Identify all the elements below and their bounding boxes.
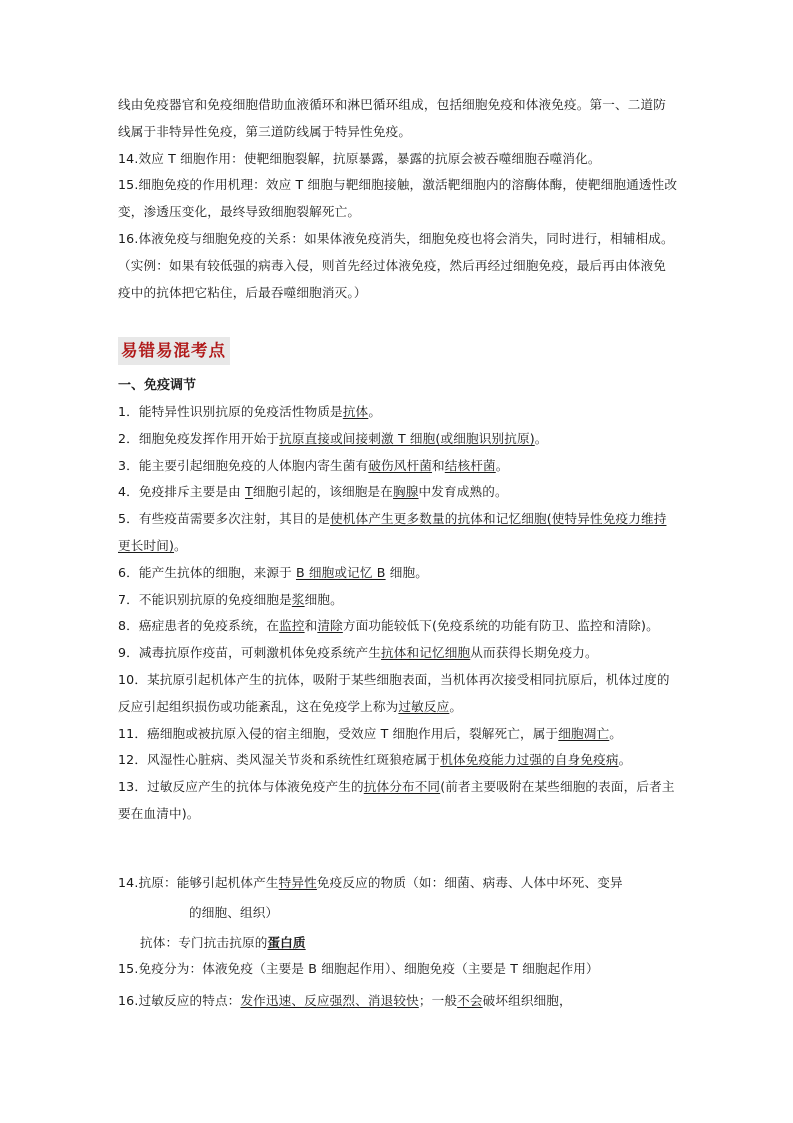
text-segment: 。 xyxy=(174,537,187,553)
underlined-answer: 机体免疫能力过强的自身免疫病 xyxy=(440,752,619,768)
list-item-i12 xyxy=(118,747,678,774)
items-list xyxy=(118,399,678,828)
list-item-i6 xyxy=(118,560,678,587)
text-segment: 。 xyxy=(449,698,463,714)
text-segment: 8．癌症患者的免疫系统，在 xyxy=(118,618,280,634)
text-segment: ；一般 xyxy=(418,993,458,1008)
list-item-i5 xyxy=(118,506,678,560)
list-item-i1 xyxy=(118,399,678,426)
text-segment: 从而获得长期免疫力。 xyxy=(470,645,598,661)
list-item-i2 xyxy=(118,426,678,453)
text-segment: 线由免疫器官和免疫细胞借助血液循环和淋巴循环组成，包括细胞免疫和体液免疫。第一、二道防线属于非特异性免疫，第三道防线属于特异性免疫。 xyxy=(118,97,666,139)
underlined-answer: 使机体产生更多数量的抗体和记忆细胞(使特异性免疫力维持更长时间) xyxy=(118,511,667,553)
underlined-answer: 细胞凋亡 xyxy=(558,725,610,741)
text-segment: 细胞。 xyxy=(385,564,428,580)
underlined-answer: 胸腺 xyxy=(393,484,419,500)
text-segment: 的细胞、组织） xyxy=(189,905,279,920)
underlined-answer: 清除 xyxy=(317,618,343,634)
text-segment: 12．风湿性心脏病、类风湿关节炎和系统性红斑狼疮属于 xyxy=(118,752,441,768)
item-16 xyxy=(118,988,572,1015)
underlined-answer: 浆 xyxy=(291,591,305,607)
text-segment: 1．能特异性识别抗原的免疫活性物质是 xyxy=(118,404,343,419)
text-segment: 4．免疫排斥主要是由 xyxy=(118,484,246,500)
antibody-line xyxy=(118,930,306,957)
text-segment: 14.抗原：能够引起机体产生 xyxy=(118,875,279,890)
text-segment: 。 xyxy=(368,404,382,419)
list-item-i13 xyxy=(118,774,678,828)
paragraph-p15 xyxy=(118,172,678,226)
text-segment: 细胞。 xyxy=(304,591,343,607)
text-segment: 7．不能识别抗原的免疫细胞是 xyxy=(118,591,292,607)
text-segment: 10．某抗原引起机体产生的抗体，吸附于某些细胞表面，当机体再次接受相同抗原后，机体过度的反应引起组织损伤或功能紊乱，这在免疫学上称为 xyxy=(118,671,670,714)
item-14-line-2 xyxy=(118,900,278,927)
text-segment: 5．有些疫苗需要多次注射，其目的是 xyxy=(118,511,331,527)
underlined-answer: 发作迅速、反应强烈、消退较快 xyxy=(240,993,419,1008)
underlined-answer: 蛋白质 xyxy=(267,935,306,950)
text-segment: 13．过敏反应产生的抗体与体液免疫产生的 xyxy=(118,779,364,795)
text-segment: 9．减毒抗原作疫苗，可刺激机体免疫系统产生 xyxy=(118,645,382,661)
item-14-line-1 xyxy=(118,870,688,897)
text-segment: 免疫反应的物质（如：细菌、病毒、人体中坏死、变异 xyxy=(316,875,623,890)
text-segment: 11．癌细胞或被抗原入侵的宿主细胞，受效应 T 细胞作用后，裂解死亡，属于 xyxy=(118,725,559,741)
underlined-answer: 特异性 xyxy=(278,875,317,890)
underlined-answer: 监控 xyxy=(279,618,305,634)
text-segment: 。 xyxy=(495,457,509,473)
text-segment: 6．能产生抗体的细胞，来源于 xyxy=(118,564,296,580)
list-item-i4 xyxy=(118,479,678,506)
underlined-answer: 抗体分布不同 xyxy=(363,779,441,795)
underlined-answer: 破伤风杆菌 xyxy=(368,457,433,473)
underlined-answer: 结核杆菌 xyxy=(444,457,496,473)
list-item-i11 xyxy=(118,721,678,748)
underlined-answer: 不会 xyxy=(457,993,483,1008)
subheading: 一、免疫调节 xyxy=(118,378,197,393)
section-title-wrap xyxy=(118,337,230,365)
list-item-i7 xyxy=(118,587,678,614)
text-segment: (前者主要吸附在某些细胞的表面，后者主要在血清中)。 xyxy=(118,779,675,821)
text-segment: 方面功能较低下(免疫系统的功能有防卫、监控和清除)。 xyxy=(342,618,659,634)
text-segment: 抗体：专门抗击抗原的 xyxy=(140,935,268,950)
text-segment: 15.免疫分为：体液免疫（主要是 B 细胞起作用）、细胞免疫（主要是 T 细胞起作用） xyxy=(118,961,599,976)
text-segment: 2．细胞免疫发挥作用开始于 xyxy=(118,430,280,446)
text-segment: 14.效应 T 细胞作用：使靶细胞裂解，抗原暴露，暴露的抗原会被吞噬细胞吞噬消化。 xyxy=(118,150,601,166)
text-segment: 细胞引起的，该细胞是在 xyxy=(252,484,394,500)
list-item-i9 xyxy=(118,640,678,667)
text-segment: 15.细胞免疫的作用机理：效应 T 细胞与靶细胞接触，激活靶细胞内的溶酶体酶，使靶细胞通透性改变，渗透压变化，最终导致细胞裂解死亡。 xyxy=(118,177,678,220)
text-segment: 。 xyxy=(618,752,632,768)
text-segment: 16.过敏反应的特点： xyxy=(118,993,241,1008)
intro-block xyxy=(118,92,678,306)
text-segment: 中发育成熟的。 xyxy=(418,484,508,500)
underlined-answer: 抗原直接或间接刺激 T 细胞(或细胞识别抗原) xyxy=(279,430,535,446)
underlined-answer: T xyxy=(245,484,253,500)
item-15 xyxy=(118,956,599,983)
text-segment: 和 xyxy=(432,457,445,473)
text-segment: 。 xyxy=(609,725,623,741)
paragraph-p16 xyxy=(118,226,678,306)
text-segment: 。 xyxy=(534,430,548,446)
paragraph-p1 xyxy=(118,92,678,146)
underlined-answer: 抗体 xyxy=(342,404,369,419)
list-item-i8 xyxy=(118,613,678,640)
paragraph-p14 xyxy=(118,146,678,173)
text-segment: 3．能主要引起细胞免疫的人体胞内寄生菌有 xyxy=(118,457,369,473)
text-segment: 破坏组织细胞， xyxy=(482,993,572,1008)
list-item-i3 xyxy=(118,453,678,480)
text-segment: 和 xyxy=(304,618,318,634)
text-segment: 16.体液免疫与细胞免疫的关系：如果体液免疫消失，细胞免疫也将会消失，同时进行，相辅相成。（实例：如果有较低强的病毒入侵，则首先经过体液免疫，然后再经过细胞免疫，最后再由体液免疫中的抗体把它粘住，后最吞噬细胞消灭。） xyxy=(118,230,674,300)
underlined-answer: 过敏反应 xyxy=(398,698,450,714)
underlined-answer: B 细胞或记忆 B xyxy=(295,564,386,580)
section-title: 易错易混考点 xyxy=(118,337,230,365)
underlined-answer: 抗体和记忆细胞 xyxy=(381,645,471,661)
list-item-i10 xyxy=(118,667,678,721)
